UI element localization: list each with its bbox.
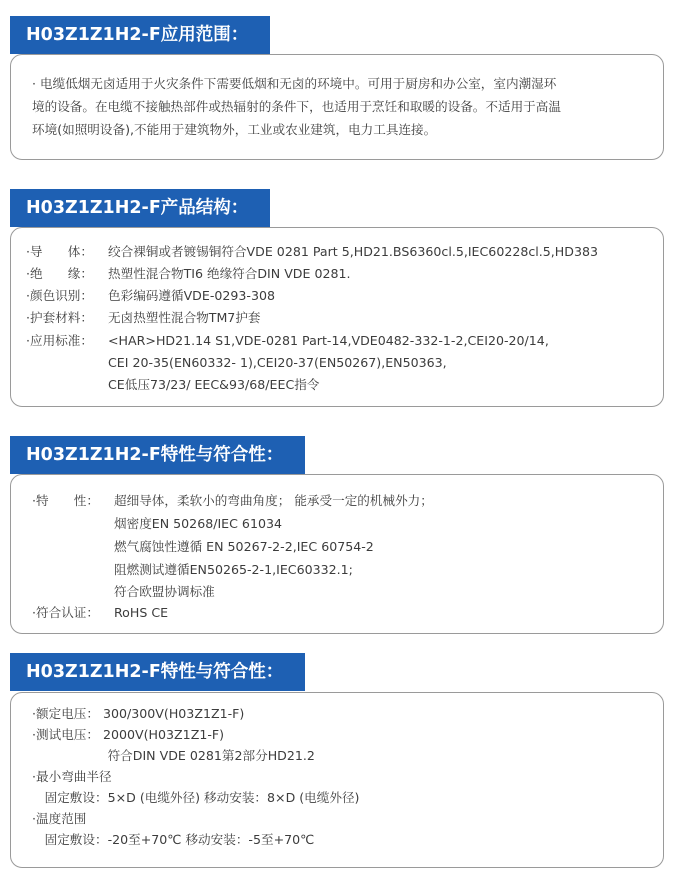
characteristics-title: H03Z1Z1H2-F特性与符合性： xyxy=(10,436,297,474)
characteristics-value-2: 烟密度EN 50268/IEC 61034 xyxy=(114,516,282,531)
characteristics-label: ·特 性： xyxy=(32,493,99,508)
characteristics-value-5: 符合欧盟协调标准 xyxy=(114,584,215,599)
temperature-range-heading: ·温度范围 xyxy=(32,811,87,826)
sheath-label: ·护套材料： xyxy=(26,310,93,325)
standards-value-3: CE低压73/23/ EEC&93/68/EEC指令 xyxy=(108,377,320,392)
certification-label: ·符合认证： xyxy=(32,605,99,620)
min-bend-radius-heading: ·最小弯曲半径 xyxy=(32,769,112,784)
characteristics-value-4: 阻燃测试遵循EN50265-2-1,IEC60332.1; xyxy=(114,562,353,577)
conductor-value: 绞合裸铜或者镀锡铜符合VDE 0281 Part 5,HD21.BS6360cl.5,IEC60228cl.5,HD383 xyxy=(108,244,599,259)
rated-voltage: ·额定电压： 300/300V(H03Z1Z1-F) xyxy=(32,706,245,721)
conductor-label: ·导 体： xyxy=(26,244,93,259)
test-voltage-standard: 符合DIN VDE 0281第2部分HD21.2 xyxy=(32,748,315,763)
insulation-label: ·绝 缘： xyxy=(26,266,93,281)
insulation-value: 热塑性混合物TI6 绝缘符合DIN VDE 0281. xyxy=(108,266,351,281)
standards-value-2: CEI 20-35(EN60332- 1),CEI20-37(EN50267),EN50363, xyxy=(108,355,447,370)
certification-value: RoHS CE xyxy=(114,605,169,620)
temperature-range-values: 固定敷设：-20至+70℃ 移动安装：-5至+70℃ xyxy=(32,832,315,847)
color-code-label: ·颜色识别： xyxy=(26,288,93,303)
characteristics-value-3: 燃气腐蚀性遵循 EN 50267-2-2,IEC 60754-2 xyxy=(114,539,374,554)
application-scope-title: H03Z1Z1H2-F应用范围： xyxy=(10,16,262,54)
standards-value-1: <HAR>HD21.14 S1,VDE-0281 Part-14,VDE0482-332-1-2,CEI20-20/14, xyxy=(108,333,549,348)
application-scope-line-2: 境的设备。在电缆不接触热部件或热辐射的条件下，也适用于烹饪和取暖的设备。不适用于高温 xyxy=(32,99,561,114)
color-code-value: 色彩编码遵循VDE-0293-308 xyxy=(108,288,276,303)
characteristics-value-1: 超细导体，柔软小的弯曲角度； 能承受一定的机械外力； xyxy=(114,493,433,508)
sheath-value: 无卤热塑性混合物TM7护套 xyxy=(108,310,261,325)
product-structure-title: H03Z1Z1H2-F产品结构： xyxy=(10,189,262,227)
electrical-properties-title: H03Z1Z1H2-F特性与符合性： xyxy=(10,653,297,691)
application-scope-line-1: · 电缆低烟无卤适用于火灾条件下需要低烟和无卤的环境中。可用于厨房和办公室，室内潮湿环 xyxy=(32,76,557,91)
test-voltage: ·测试电压： 2000V(H03Z1Z1-F) xyxy=(32,727,225,742)
standards-label: ·应用标准： xyxy=(26,333,93,348)
min-bend-radius-values: 固定敷设：5×D (电缆外径) 移动安装：8×D (电缆外径) xyxy=(32,790,360,805)
application-scope-line-3: 环境(如照明设备),不能用于建筑物外，工业或农业建筑，电力工具连接。 xyxy=(32,122,437,137)
